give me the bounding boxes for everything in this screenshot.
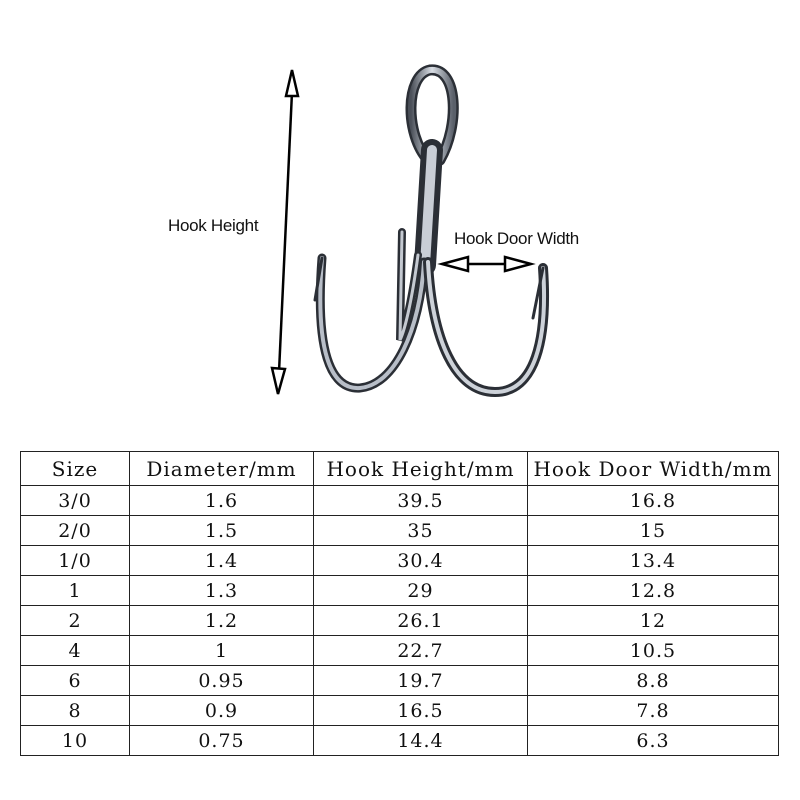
cell-diameter: 1	[130, 636, 314, 666]
cell-hook-height: 16.5	[314, 696, 528, 726]
cell-hook-door-width: 8.8	[528, 666, 779, 696]
cell-size: 1/0	[21, 546, 130, 576]
cell-diameter: 0.75	[130, 726, 314, 756]
hook-door-width-label: Hook Door Width	[454, 229, 579, 248]
cell-diameter: 0.9	[130, 696, 314, 726]
cell-hook-height: 39.5	[314, 486, 528, 516]
hook-size-table	[20, 451, 779, 756]
cell-diameter: 1.5	[130, 516, 314, 546]
cell-size: 3/0	[21, 486, 130, 516]
cell-hook-height: 35	[314, 516, 528, 546]
cell-diameter: 1.4	[130, 546, 314, 576]
cell-diameter: 1.2	[130, 606, 314, 636]
cell-hook-door-width: 13.4	[528, 546, 779, 576]
cell-diameter: 0.95	[130, 666, 314, 696]
cell-hook-door-width: 12.8	[528, 576, 779, 606]
table-row	[21, 516, 779, 546]
cell-size: 1	[21, 576, 130, 606]
table-row	[21, 636, 779, 666]
cell-size: 8	[21, 696, 130, 726]
header-hook-door-width: Hook Door Width/mm	[528, 452, 779, 486]
cell-size: 2	[21, 606, 130, 636]
cell-hook-height: 29	[314, 576, 528, 606]
table-row	[21, 666, 779, 696]
cell-size: 10	[21, 726, 130, 756]
cell-size: 6	[21, 666, 130, 696]
cell-diameter: 1.6	[130, 486, 314, 516]
table-row	[21, 576, 779, 606]
cell-hook-door-width: 7.8	[528, 696, 779, 726]
cell-hook-height: 22.7	[314, 636, 528, 666]
header-hook-height: Hook Height/mm	[314, 452, 528, 486]
cell-diameter: 1.3	[130, 576, 314, 606]
cell-hook-door-width: 6.3	[528, 726, 779, 756]
table-row	[21, 696, 779, 726]
hook-door-width-arrow	[442, 257, 531, 271]
cell-hook-door-width: 16.8	[528, 486, 779, 516]
table-row	[21, 726, 779, 756]
cell-hook-height: 19.7	[314, 666, 528, 696]
cell-hook-door-width: 10.5	[528, 636, 779, 666]
cell-hook-door-width: 12	[528, 606, 779, 636]
table-row	[21, 606, 779, 636]
cell-size: 4	[21, 636, 130, 666]
table-row	[21, 486, 779, 516]
hook-height-arrow	[272, 70, 298, 394]
cell-hook-door-width: 15	[528, 516, 779, 546]
cell-hook-height: 26.1	[314, 606, 528, 636]
cell-hook-height: 30.4	[314, 546, 528, 576]
cell-size: 2/0	[21, 516, 130, 546]
header-diameter: Diameter/mm	[130, 452, 314, 486]
cell-hook-height: 14.4	[314, 726, 528, 756]
table-row	[21, 546, 779, 576]
table-header-row	[21, 452, 779, 486]
hook-height-label: Hook Height	[168, 216, 259, 235]
header-size: Size	[21, 452, 130, 486]
